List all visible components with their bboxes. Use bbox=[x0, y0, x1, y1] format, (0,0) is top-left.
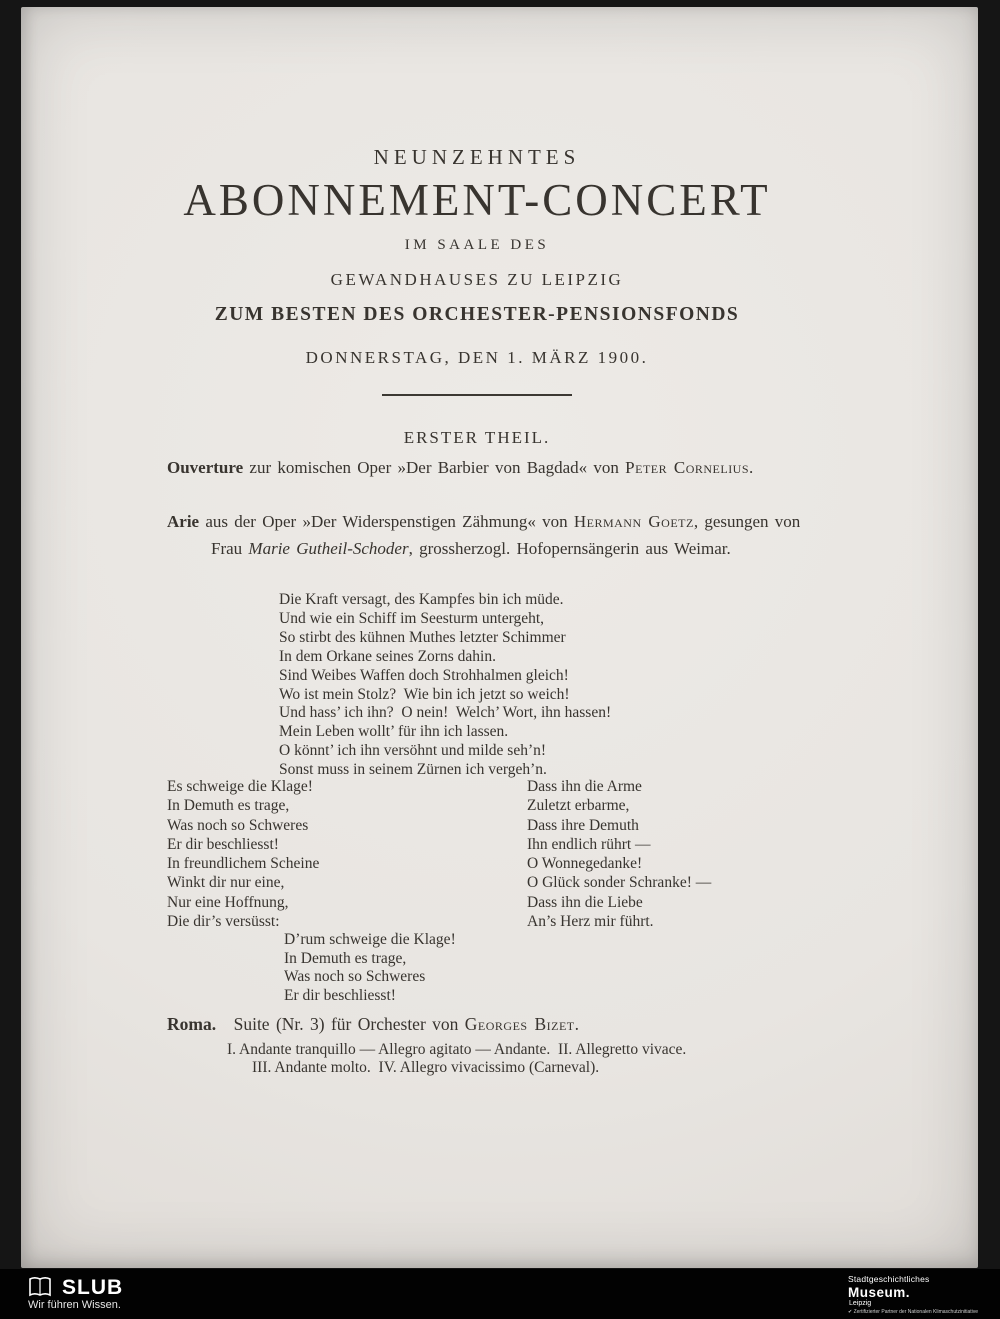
program-item-arie bbox=[167, 508, 813, 562]
venue-line-1: IM SAALE DES bbox=[404, 237, 550, 253]
poem-line: Die Kraft versagt, des Kampfes bin ich müde. bbox=[279, 591, 564, 608]
poem-line: Und wie ein Schiff im Seesturm untergeht, bbox=[279, 609, 545, 627]
text-span-sc: Peter Cornelius. bbox=[625, 458, 754, 477]
text-span-r: Suite (Nr. 3) für Orchester von bbox=[216, 1014, 465, 1034]
roma-movements-line-2: III. Andante molto. IV. Allegro vivacissimo (Carneval). bbox=[252, 1059, 600, 1076]
section-title-erster-theil: ERSTER THEIL. bbox=[403, 428, 551, 447]
text-span-sc: Georges Bizet. bbox=[464, 1014, 580, 1034]
poem-line: Sonst muss in seinem Zürnen ich vergeh’n. bbox=[279, 761, 547, 779]
poem-line: In dem Orkane seines Zorns dahin. bbox=[279, 647, 496, 665]
poem-line: Sind Weibes Waffen doch Strohhalmen gleich! bbox=[279, 666, 569, 684]
text-span-r: zur komischen Oper »Der Barbier von Bagdad« von bbox=[243, 458, 626, 477]
text-span-r: , gesungen von Frau bbox=[211, 512, 801, 558]
poem-line: Was noch so Schweres bbox=[284, 968, 426, 985]
aria-final-stanza bbox=[284, 931, 456, 1005]
aria-column-right bbox=[527, 777, 711, 931]
program-item-ouverture bbox=[167, 454, 813, 481]
slub-logo bbox=[28, 1276, 123, 1311]
poem-line: Und hass’ ich ihn? O nein! Welch’ Wort, ihn hassen! bbox=[279, 704, 612, 722]
poem-line: O könnt’ ich ihn versöhnt und milde seh’n! bbox=[279, 742, 547, 760]
roma-movements-line-1: I. Andante tranquillo — Allegro agitato — Andante. II. Allegretto vivace. bbox=[227, 1041, 687, 1058]
poem-line: Dass ihre Demuth bbox=[527, 816, 639, 834]
poem-line: Zuletzt erbarme, bbox=[527, 797, 630, 815]
text-span-b: Roma. bbox=[167, 1014, 217, 1034]
concert-program-scan bbox=[21, 7, 978, 1268]
museum-certification-line: ✔ Zertifizierter Partner der Nationalen Klimaschutzinitiative bbox=[848, 1309, 979, 1316]
poem-line: Er dir beschliesst! bbox=[167, 835, 279, 853]
poem-line: Was noch so Schweres bbox=[167, 816, 309, 834]
poem-line: Nur eine Hoffnung, bbox=[167, 893, 289, 911]
poem-line: In freundlichem Scheine bbox=[167, 855, 320, 873]
poem-line: Winkt dir nur eine, bbox=[167, 874, 285, 892]
text-span-b: Arie bbox=[167, 512, 200, 531]
date-line: DONNERSTAG, DEN 1. MÄRZ 1900. bbox=[305, 348, 649, 367]
venue-line-2: GEWANDHAUSES ZU LEIPZIG bbox=[330, 270, 624, 289]
museum-name-line-1: Stadtgeschichtliches bbox=[848, 1274, 930, 1284]
poem-line: So stirbt des kühnen Muthes letzter Schimmer bbox=[279, 628, 566, 646]
text-span-r: aus der Oper »Der Widerspenstigen Zähmung« von bbox=[199, 512, 574, 531]
poem-line: Er dir beschliesst! bbox=[284, 986, 396, 1004]
poem-line: O Wonnegedanke! bbox=[527, 855, 643, 873]
poem-line: D’rum schweige die Klage! bbox=[284, 931, 456, 948]
poem-line: In Demuth es trage, bbox=[284, 949, 407, 967]
text-span-i: Marie Gutheil-Schoder bbox=[248, 539, 409, 558]
poem-line: Dass ihn die Arme bbox=[527, 778, 642, 795]
page-title: ABONNEMENT-CONCERT bbox=[183, 175, 771, 225]
open-book-icon bbox=[28, 1276, 52, 1298]
poem-line: Die dir’s versüsst: bbox=[167, 913, 280, 931]
benefit-line: ZUM BESTEN DES ORCHESTER-PENSIONSFONDS bbox=[214, 304, 740, 325]
poem-line: An’s Herz mir führt. bbox=[527, 913, 654, 931]
library-footer-bar bbox=[0, 1269, 1000, 1319]
divider-rule bbox=[382, 394, 572, 396]
poem-line: Dass ihn die Liebe bbox=[527, 893, 643, 911]
slub-tagline: Wir führen Wissen. bbox=[28, 1299, 121, 1311]
poem-line: Wo ist mein Stolz? Wie bin ich jetzt so weich! bbox=[279, 685, 570, 703]
museum-logo bbox=[848, 1275, 978, 1316]
museum-city: Leipzig bbox=[849, 1300, 872, 1308]
slub-wordmark: SLUB bbox=[62, 1275, 124, 1299]
poem-line: Ihn endlich rührt — bbox=[527, 835, 651, 853]
text-span-sc: Hermann Goetz bbox=[573, 512, 694, 531]
concert-number: NEUNZEHNTES bbox=[373, 145, 581, 169]
program-item-roma bbox=[167, 1011, 813, 1038]
aria-stanza-1 bbox=[279, 591, 611, 780]
poem-line: O Glück sonder Schranke! — bbox=[527, 874, 712, 892]
text-span-b: Ouverture bbox=[167, 458, 244, 477]
aria-column-left bbox=[167, 777, 319, 931]
poem-line: Es schweige die Klage! bbox=[167, 778, 313, 795]
text-span-r: , grossherzogl. Hofopernsängerin aus Weimar. bbox=[408, 539, 731, 558]
poem-line: In Demuth es trage, bbox=[167, 797, 290, 815]
poem-line: Mein Leben wollt’ für ihn ich lassen. bbox=[279, 723, 509, 741]
museum-name-line-2: Museum. bbox=[848, 1284, 911, 1300]
